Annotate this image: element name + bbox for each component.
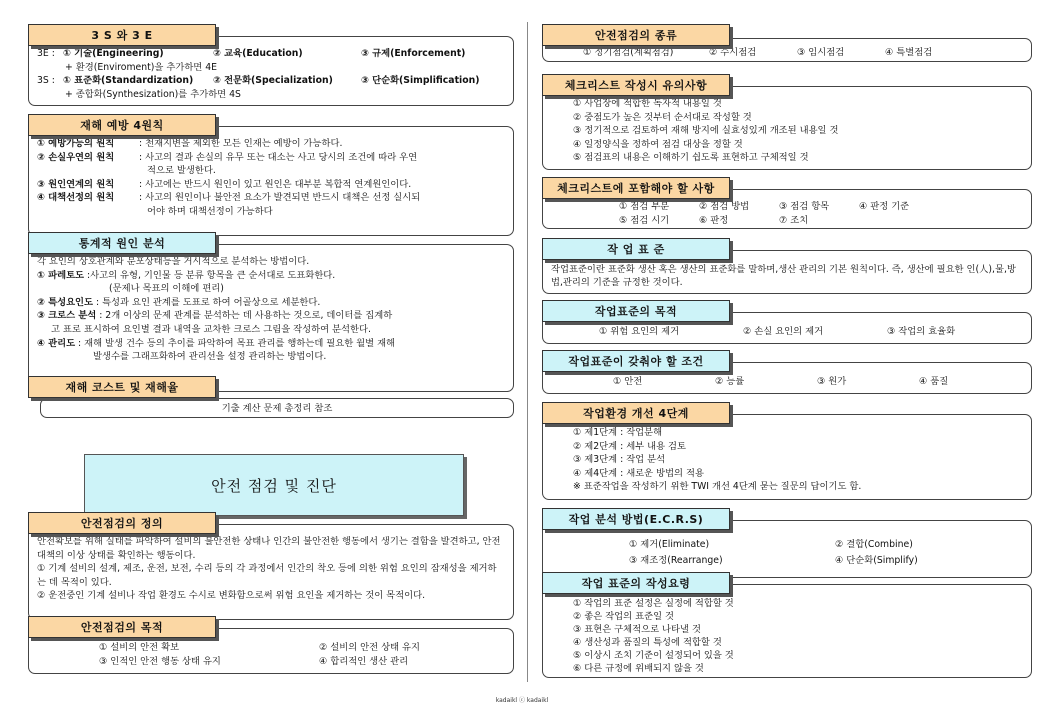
column-divider: [527, 22, 528, 682]
section-body: [28, 36, 514, 106]
section-title: 체크리스트 작성시 유의사항: [542, 74, 730, 96]
4s-line: + 종합화(Synthesization)를 추가하면 4S: [65, 88, 241, 100]
section-title: 작업환경 개선 4단계: [542, 402, 730, 424]
pareto: ① 파레토도 :사고의 유형, 기인물 등 분류 항목을 큰 순서대로 도표화한다.: [37, 269, 336, 281]
section-title: 안전점검의 목적: [28, 616, 216, 638]
fishbone: ② 특성요인도 : 특성과 요인 관계를 도표로 하여 어골상으로 세분한다.: [37, 296, 321, 308]
section-title: 작업표준의 목적: [542, 300, 730, 322]
section-body: ① 안전 ② 능률 ③ 원가 ④ 품질: [542, 362, 1032, 394]
section-body: 작업표준이란 표준화 생산 혹은 생산의 표준화를 말하며,생산 관리의 기본 원칙이다. 즉, 생산에 필요한 인(人),물,방법,관리의 기준을 규정한 것이다.: [542, 250, 1032, 294]
cross-analysis: ③ 크로스 분석 : 2개 이상의 문제 관계를 분석하는 데 사용하는 것으로, 데이터를 집계하: [37, 310, 393, 322]
section-title: 작업표준이 갖춰야 할 조건: [542, 350, 730, 372]
section-title: 작업 표준의 작성요령: [542, 572, 730, 594]
section-body: ① 설비의 안전 확보 ② 설비의 안전 상태 유지 ③ 인적인 안전 행동 상태 유지 ④ 합리적인 생산 관리: [28, 628, 514, 674]
section-body: ① 점검 부분 ② 점검 방법 ③ 점검 항목 ④ 판정 기준 ⑤ 점검 시기 ⑥ 판정 ⑦ 조치: [542, 189, 1032, 229]
4e-line: + 환경(Enviroment)을 추가하면 4E: [65, 61, 218, 73]
section-title: 3 S 와 3 E: [28, 24, 216, 46]
section-body: ① 예방가능의 원칙 : 천재지변을 제외한 모든 인재는 예방이 가능하다. ② 손실우연의 원칙 : 사고의 결과 손실의 유무 또는 대소는 사고 당시의 조건에 따라 우연 적으로 발생한다. ③ 원인연계의 원칙 : 사고에는 반드시 원인이 있고 원인은 대부분 복합적 연계원인이다. ④ 대책선정의 원칙 : 사고의 원인이나 불안전 요소가 발견되면 반드시 대책은 선정 실시되 어야 하며 대책선정이 가능하다: [28, 126, 514, 236]
section-body: ① 작업의 표준 설정은 실정에 적합할 것 ② 좋은 작업의 표준일 것 ③ 표현은 구체적으로 나타낼 것 ④ 생산성과 품질의 특성에 적합할 것 ⑤ 이상시 조치 기준이 설정되어 있을 것 ⑥ 다른 규정에 위배되지 않을 것: [542, 584, 1032, 678]
section-title: 재해 예방 4원칙: [28, 114, 216, 136]
section-body: 안전확보를 위해 실태를 파악하여 설비의 불안전한 상태나 인간의 불안전한 행동에서 생기는 결함을 발견하고, 안전 대책의 이상 상태를 확인하는 행동이다. ① 기계 설비의 설계, 제조, 운전, 보전, 수리 등의 각 과정에서 인간의 착오 등에 의한 위험 요인의 잠재성을 제거하는 데 목적이 있다. ② 운전중인 기계 설비나 작업 환경도 수시로 변화함으로써 위험 요인을 제거하는 것이 목적이다.: [28, 524, 514, 620]
section-body: ① 제1단계 : 작업분해 ② 제2단계 : 세부 내용 검토 ③ 제3단계 : 작업 분석 ④ 제4단계 : 새로운 방법의 적용 ※ 표준작업을 작성하기 위한 TWI 개선 4단계 묻는 질문의 답이기도 함.: [542, 414, 1032, 500]
section-body: ① 위험 요인의 제거 ② 손실 요인의 제거 ③ 작업의 효율화: [542, 312, 1032, 344]
main-title: 안전 점검 및 진단: [84, 454, 464, 516]
3s-line: 3S : ① 표준화(Standardization) ② 전문화(Specialization) ③ 단순화(Simplification): [37, 75, 480, 87]
section-body: 각 요인의 상호관계와 분포상태등을 거시적으로 분석하는 방법이다. ① 파레토도 :사고의 유형, 기인물 등 분류 항목을 큰 순서대로 도표화한다. (문제나 목표의 이해에 편리) ② 특성요인도 : 특성과 요인 관계를 도표로 하여 어골상으로 세분한다. ③ 크로스 분석 : 2개 이상의 문제 관계를 분석하는 데 사용하는 것으로, 데이터를 집계하 고 표로 표시하여 요인별 결과 내역을 교차한 크로스 그림을 작성하여 분석한다. ④ 관리도 : 재해 발생 건수 등의 추이를 파악하여 목표 관리를 행하는데 필요한 월별 재해 발생수를 그래프화하여 관리선을 설정 관리하는 방법이다.: [28, 244, 514, 392]
3e-line: 3E : ① 기술(Engineering) ② 교육(Education) ③ 규제(Enforcement): [37, 48, 466, 59]
principle-2: ② 손실우연의 원칙 : 사고의 결과 손실의 유무 또는 대소는 사고 당시의 조건에 따라 우연: [37, 151, 418, 163]
footer: kadaikl ⓒ kadaikl: [495, 697, 549, 704]
section-title: 체크리스트에 포함해야 할 사항: [542, 177, 730, 199]
principle-3: ③ 원인연계의 원칙 : 사고에는 반드시 원인이 있고 원인은 대부분 복합적 연계원인이다.: [37, 178, 412, 190]
section-body: ① 정기점검(계획점검) ② 수시점검 ③ 임시점검 ④ 특별점검: [542, 38, 1032, 62]
section-body: 기출 계산 문제 총정리 참조: [40, 398, 514, 418]
section-title: 재해 코스트 및 재해율: [28, 376, 216, 398]
principle-4: ④ 대책선정의 원칙 : 사고의 원인이나 불안전 요소가 발견되면 반드시 대책은 선정 실시되: [37, 192, 421, 204]
section-title: 통계적 원인 분석: [28, 232, 216, 254]
section-body: ① 제거(Eliminate) ② 결합(Combine) ③ 재조정(Rearrange) ④ 단순화(Simplify): [542, 520, 1032, 578]
control-chart: ④ 관리도 : 재해 발생 건수 등의 추이를 파악하여 목표 관리를 행하는데 필요한 월별 재해: [37, 337, 396, 349]
principle-1: ① 예방가능의 원칙 : 천재지변을 제외한 모든 인재는 예방이 가능하다.: [37, 138, 343, 149]
section-title: 작업 분석 방법(E.C.R.S): [542, 508, 730, 530]
section-title: 안전점검의 종류: [542, 24, 730, 46]
section-title: 안전점검의 정의: [28, 512, 216, 534]
section-body: ① 사업장에 적합한 독자적 내용일 것 ② 중점도가 높은 것부터 순서대로 작성할 것 ③ 정기적으로 검토하여 재해 방지에 실효성있게 개조된 내용일 것 ④ 일정양식을 정하여 점검 대상을 정할 것 ⑤ 점검표의 내용은 이해하기 쉽도록 표현하고 구체적일 것: [542, 86, 1032, 170]
section-title: 작 업 표 준: [542, 238, 730, 260]
